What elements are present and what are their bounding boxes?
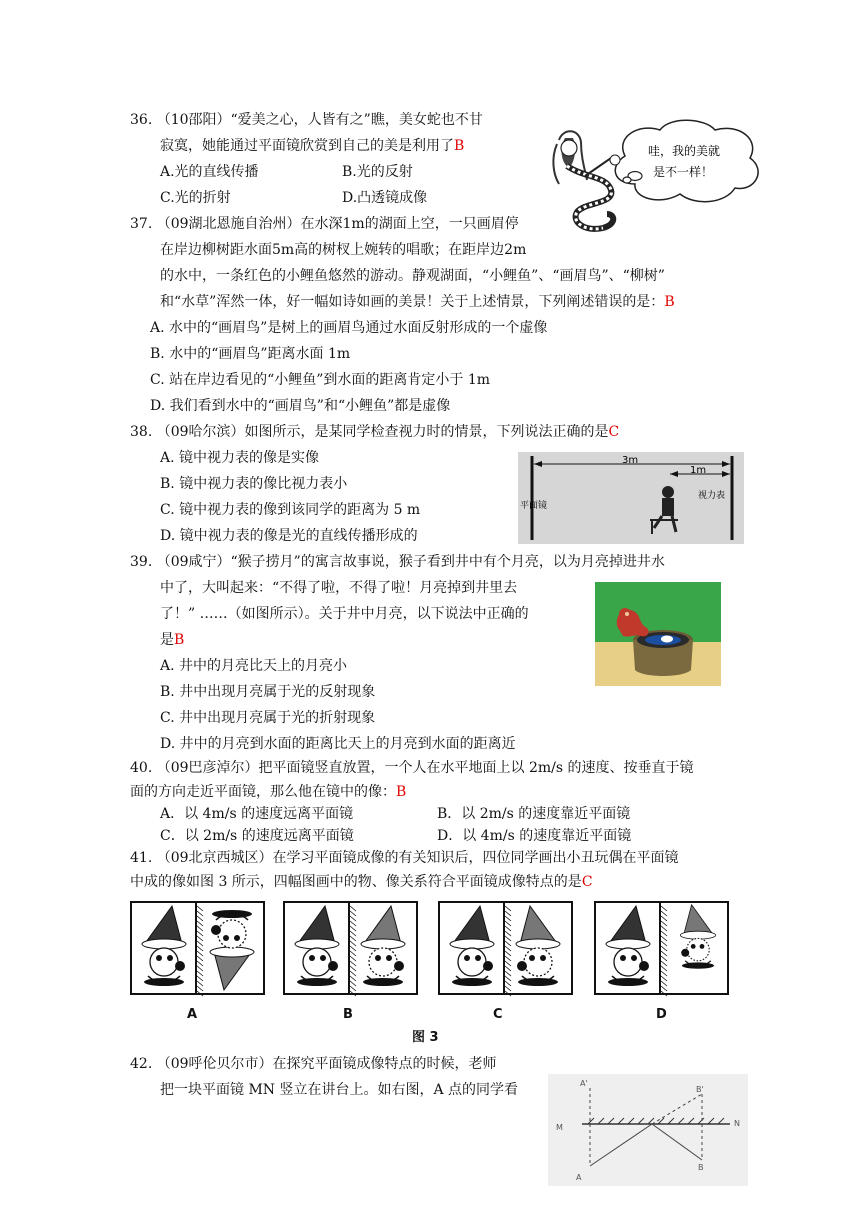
point-m-label: M [556, 1123, 563, 1132]
clown-panel-d [595, 902, 728, 996]
mirror-mn-figure [548, 1074, 748, 1186]
panel-label-d: D [656, 1007, 667, 1022]
q37-option-c: C. 站在岸边看见的“小鲤鱼”到水面的距离肯定小于 1m [150, 372, 491, 388]
point-a-prime-label: A' [580, 1079, 588, 1088]
clown-panel-b [284, 902, 417, 996]
q38-stem-line1: 38. （09哈尔滨）如图所示，是某同学检查视力时的情景，下列说法正确的是C [130, 424, 620, 440]
q42-stem-line1: 42. （09呼伦贝尔市）在探究平面镜成像特点的时候，老师 [130, 1056, 497, 1072]
q36-option-b: B.光的反射 [342, 164, 413, 180]
q36-answer: B [454, 138, 465, 154]
point-b-label: B [698, 1163, 704, 1172]
bubble-text-2: 是不一样！ [653, 165, 714, 179]
fig-1m-label: 1m [690, 465, 707, 476]
q38-option-d: D. 镜中视力表的像是光的直线传播形成的 [160, 528, 418, 544]
panel-label-a: A [187, 1007, 198, 1022]
q37-option-b: B. 水中的“画眉鸟”距离水面 1m [150, 346, 351, 362]
q37-stem-line2: 在岸边柳树距水面5m高的树杈上婉转的唱歌；在距岸边2m [160, 242, 527, 258]
q36-option-a: A.光的直线传播 [160, 164, 259, 180]
q37-option-a: A. 水中的“画眉鸟”是树上的画眉鸟通过水面反射形成的一个虚像 [150, 320, 548, 336]
q40-stem-line1: 40. （09巴彦淖尔）把平面镜竖直放置，一个人在水平地面上以 2m/s 的速度、按垂直于镜 [130, 760, 694, 776]
q39-answer: B [174, 632, 185, 648]
q37-stem-line4: 和“水草”浑然一体，好一幅如诗如画的美景！关于上述情景，下列阐述错误的是：B [160, 294, 675, 310]
q39-stem-line3: 了！” ……（如图所示）。关于井中月亮，以下说法中正确的 [160, 606, 529, 622]
q39-option-c: C. 井中出现月亮属于光的折射现象 [160, 710, 376, 726]
clown-panel-c [439, 902, 572, 996]
eye-test-figure [518, 452, 744, 544]
q39-option-d: D. 井中的月亮到水面的距离比天上的月亮到水面的距离近 [160, 736, 516, 752]
q40-option-c: C．以 2m/s 的速度远离平面镜 [160, 828, 354, 844]
q36-option-c: C.光的折射 [160, 190, 231, 206]
bubble-text-1: 哇，我的美就 [648, 144, 721, 158]
clown-panel-a [131, 902, 264, 996]
q37-stem-line1: 37. （09湖北恩施自治州）在水深1m的湖面上空，一只画眉停 [130, 216, 519, 232]
fig-chart-label: 视力表 [698, 491, 726, 501]
fig-3m-label: 3m [622, 455, 639, 466]
snake-girl-illustration [545, 118, 775, 238]
q40-answer: B [396, 784, 407, 800]
panel-label-b: B [343, 1007, 353, 1022]
q37-answer: B [664, 294, 675, 310]
q39-stem-line4: 是B [160, 632, 185, 648]
q38-option-b: B. 镜中视力表的像比视力表小 [160, 476, 348, 492]
q36-stem-line2: 寂寞，她能通过平面镜欣赏到自己的美是利用了B [160, 138, 465, 154]
point-a-label: A [576, 1173, 582, 1182]
q41-stem-line1: 41. （09北京西城区）在学习平面镜成像的有关知识后，四位同学画出小丑玩偶在平面镜 [130, 850, 679, 866]
q36-stem-line1: 36. （10邵阳）“爱美之心，人皆有之”瞧，美女蛇也不甘 [130, 112, 483, 128]
q38-answer: C [608, 424, 620, 440]
q37-option-d: D. 我们看到水中的“画眉鸟”和“小鲤鱼”都是虚像 [150, 398, 451, 414]
point-n-label: N [734, 1119, 740, 1128]
panel-label-c: C [493, 1007, 503, 1022]
q40-option-d: D．以 4m/s 的速度靠近平面镜 [437, 828, 632, 844]
q40-stem-line2: 面的方向走近平面镜，那么他在镜中的像：B [130, 784, 407, 800]
q39-option-b: B. 井中出现月亮属于光的反射现象 [160, 684, 376, 700]
q39-option-a: A. 井中的月亮比天上的月亮小 [160, 658, 348, 674]
q39-stem-line1: 39. （09咸宁）“猴子捞月”的寓言故事说，猴子看到井中有个月亮，以为月亮掉进井水 [130, 554, 665, 570]
q40-option-b: B．以 2m/s 的速度靠近平面镜 [437, 806, 631, 822]
q38-option-c: C. 镜中视力表的像到该同学的距离为 5 m [160, 502, 421, 518]
q38-option-a: A. 镜中视力表的像是实像 [160, 450, 320, 466]
q41-answer: C [581, 874, 593, 890]
figure-3-caption: 图 3 [412, 1030, 439, 1045]
fig-mirror-label: 平面镜 [520, 501, 548, 511]
q37-stem-line3: 的水中，一条红色的小鲤鱼悠然的游动。静观湖面，“小鲤鱼”、“画眉鸟”、“柳树” [160, 268, 665, 284]
clown-mirror-figure [130, 900, 730, 1000]
q39-stem-line2: 中了，大叫起来：“不得了啦，不得了啦！月亮掉到井里去 [160, 580, 518, 596]
point-b-prime-label: B' [696, 1085, 704, 1094]
q41-stem-line2: 中成的像如图 3 所示，四幅图画中的物、像关系符合平面镜成像特点的是C [130, 874, 593, 890]
q40-option-a: A．以 4m/s 的速度远离平面镜 [160, 806, 354, 822]
q42-stem-line2: 把一块平面镜 MN 竖立在讲台上。如右图，A 点的同学看 [160, 1082, 519, 1098]
q36-option-d: D.凸透镜成像 [342, 190, 428, 206]
monkey-well-illustration [595, 582, 721, 686]
